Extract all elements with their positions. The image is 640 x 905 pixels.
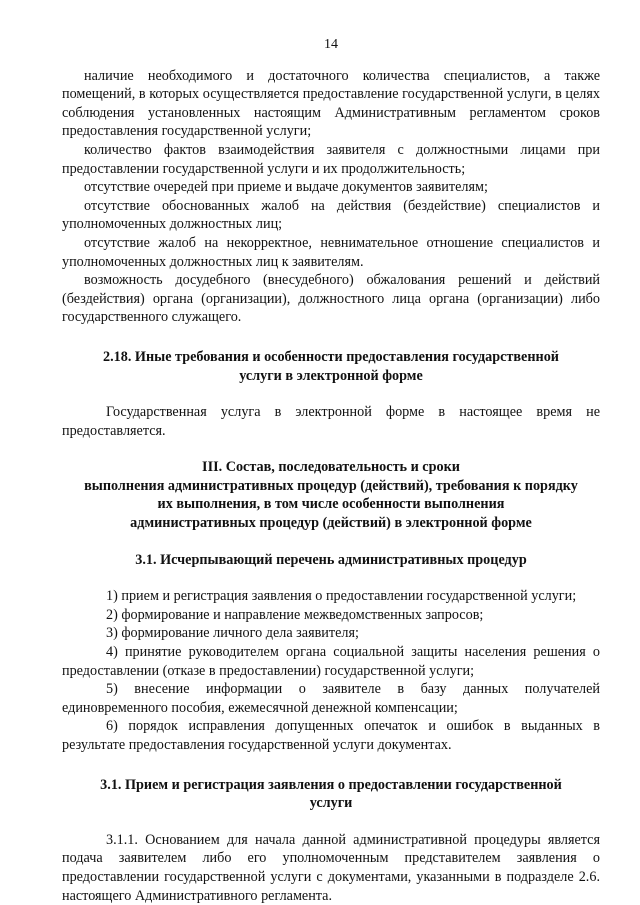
- procedure-item: 1) прием и регистрация заявления о предоставлении государственной услуги;: [106, 588, 577, 605]
- procedure-item: 4) принятие руководителем органа социальной защиты населения решения о предоставлении (отказе в предоставлении) государственной услуги;: [62, 644, 600, 679]
- procedure-item: 6) порядок исправления допущенных опечаток и ошибок в выданных в результате предоставления государственной услуги документах.: [62, 718, 600, 753]
- section-3-1b-heading: [62, 776, 600, 813]
- heading-line: выполнения административных процедур (действий), требования к порядку: [84, 477, 578, 494]
- heading-line: 2.18. Иные требования и особенности предоставления государственной: [103, 348, 559, 365]
- intro-item: возможность досудебного (внесудебного) обжалования решений и действий (бездействия) органа (организации), должностного лица органа (организации) либо государственного служащего.: [62, 272, 600, 326]
- intro-items: [62, 67, 600, 327]
- procedure-item: 3) формирование личного дела заявителя;: [106, 625, 359, 642]
- section-2-18-body: Государственная услуга в электронной форме в настоящее время не предоставляется.: [62, 404, 600, 439]
- section-3-1-1-body: 3.1.1. Основанием для начала данной административной процедуры является подача заявителем либо его уполномоченным представителем заявления о предоставлении государственной услуги с документами, указанными в подразделе 2.6. настоящего Административного регламента.: [62, 831, 600, 904]
- intro-item: количество фактов взаимодействия заявителя с должностными лицами при предоставлении государственной услуги и их продолжительность;: [62, 141, 600, 177]
- heading-line: административных процедур (действий) в электронной форме: [130, 515, 532, 532]
- heading-line: 3.1. Прием и регистрация заявления о предоставлении государственной: [100, 776, 562, 793]
- heading-line: услуги в электронной форме: [239, 367, 423, 384]
- intro-item: отсутствие обоснованных жалоб на действия (бездействие) специалистов и уполномоченных должностных лиц;: [62, 197, 600, 233]
- procedure-item: 2) формирование и направление межведомственных запросов;: [106, 606, 484, 623]
- heading-line: услуги: [309, 795, 353, 812]
- intro-item: отсутствие очередей при приеме и выдаче документов заявителям;: [84, 179, 488, 196]
- intro-item: отсутствие жалоб на некорректное, невнимательное отношение специалистов и уполномоченных должностных лиц к заявителям.: [62, 234, 600, 270]
- intro-item: наличие необходимого и достаточного количества специалистов, а также помещений, в которых осуществляется предоставление государственной услуги, в целях соблюдения установленных настоящим Административным регламентом сроков предоставления государственной услуги;: [62, 67, 600, 140]
- page-number: 14: [324, 37, 338, 52]
- section-2-18-heading: [62, 348, 600, 385]
- section-3-1-heading: 3.1. Исчерпывающий перечень административных процедур: [135, 551, 527, 568]
- section-3-heading: [62, 458, 600, 532]
- procedure-list: [62, 587, 600, 754]
- heading-line: III. Состав, последовательность и сроки: [202, 459, 460, 476]
- heading-line: их выполнения, в том числе особенности выполнения: [157, 496, 505, 513]
- procedure-item: 5) внесение информации о заявителе в базу данных получателей единовременного пособия, ежемесячной денежной компенсации;: [62, 681, 600, 716]
